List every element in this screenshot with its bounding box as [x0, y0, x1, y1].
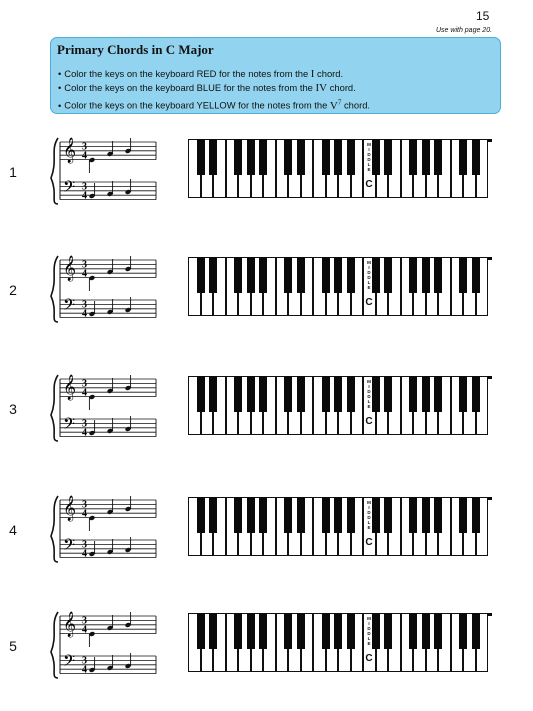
time-signature-top: 3 [82, 259, 87, 271]
treble-clef-icon: 𝄞 [63, 612, 77, 637]
black-key[interactable] [284, 376, 292, 412]
exercise-1 [0, 134, 533, 214]
instructions-box [50, 37, 501, 114]
black-key[interactable] [347, 376, 355, 412]
exercise-2 [0, 252, 533, 332]
black-key[interactable] [472, 257, 480, 293]
black-key[interactable] [234, 613, 242, 649]
black-key[interactable] [347, 139, 355, 175]
brace [51, 612, 58, 678]
black-key[interactable] [322, 257, 330, 293]
bass-clef-icon: 𝄢 [63, 415, 76, 437]
grand-staff [48, 134, 160, 214]
black-key[interactable] [209, 613, 217, 649]
time-signature-bottom: 4 [82, 508, 87, 520]
black-key[interactable] [297, 139, 305, 175]
time-signature-bottom: 4 [82, 664, 87, 676]
page-number: 15 [476, 9, 490, 23]
black-key[interactable] [459, 139, 467, 175]
black-key[interactable] [384, 497, 392, 533]
black-key[interactable] [459, 257, 467, 293]
time-signature-top: 3 [82, 499, 87, 511]
black-key[interactable] [259, 497, 267, 533]
black-key[interactable] [409, 139, 417, 175]
black-key[interactable] [472, 613, 480, 649]
c-key-label: C [365, 653, 373, 664]
black-key[interactable] [472, 497, 480, 533]
black-key[interactable] [434, 376, 442, 412]
grand-staff [48, 608, 160, 688]
time-signature-bottom: 4 [82, 624, 87, 636]
black-key[interactable] [459, 613, 467, 649]
exercise-number: 1 [9, 164, 17, 180]
treble-clef-icon: 𝄞 [63, 496, 77, 521]
bass-clef-icon: 𝄢 [63, 178, 76, 200]
black-key[interactable] [259, 139, 267, 175]
time-signature-bottom: 4 [82, 190, 87, 202]
black-key[interactable] [247, 139, 255, 175]
time-signature-top: 3 [82, 615, 87, 627]
black-key[interactable] [472, 139, 480, 175]
black-key[interactable] [234, 257, 242, 293]
middle-c-label: M I D D L E [367, 500, 371, 530]
exercise-4 [0, 492, 533, 572]
exercise-3 [0, 371, 533, 451]
black-key[interactable] [334, 257, 342, 293]
c-key-label: C [365, 537, 373, 548]
black-key[interactable] [409, 613, 417, 649]
keyboard [188, 139, 492, 198]
black-key[interactable] [334, 613, 342, 649]
black-key[interactable] [459, 497, 467, 533]
keyboard [188, 613, 492, 672]
black-key[interactable] [472, 376, 480, 412]
time-signature-bottom: 4 [82, 268, 87, 280]
bass-clef-icon: 𝄢 [63, 652, 76, 674]
grand-staff [48, 492, 160, 572]
black-key[interactable] [322, 613, 330, 649]
black-key[interactable] [259, 613, 267, 649]
black-key[interactable] [284, 497, 292, 533]
black-key[interactable] [297, 497, 305, 533]
keyboard [188, 376, 492, 435]
grand-staff [48, 252, 160, 332]
keyboard [188, 497, 492, 556]
black-key[interactable] [197, 139, 205, 175]
black-key[interactable] [234, 139, 242, 175]
black-key[interactable] [422, 139, 430, 175]
black-key[interactable] [409, 376, 417, 412]
black-key[interactable] [434, 613, 442, 649]
black-key[interactable] [209, 376, 217, 412]
c-key-label: C [365, 179, 373, 190]
black-key[interactable] [209, 257, 217, 293]
black-key[interactable] [434, 139, 442, 175]
instructions-list [58, 67, 371, 112]
exercise-number: 2 [9, 282, 17, 298]
time-signature-top: 3 [82, 378, 87, 390]
black-key[interactable] [234, 376, 242, 412]
black-key[interactable] [247, 376, 255, 412]
time-signature-bottom: 4 [82, 308, 87, 320]
middle-c-label: M I D D L E [367, 616, 371, 646]
black-key[interactable] [297, 376, 305, 412]
middle-c-label: M I D D L E [367, 142, 371, 172]
black-key[interactable] [459, 376, 467, 412]
bass-clef-icon: 𝄢 [63, 536, 76, 558]
black-key[interactable] [284, 613, 292, 649]
black-key[interactable] [197, 497, 205, 533]
black-key[interactable] [384, 139, 392, 175]
black-key[interactable] [247, 257, 255, 293]
bass-clef-icon: 𝄢 [63, 296, 76, 318]
black-key[interactable] [247, 497, 255, 533]
instruction-item-red: • Color the keys on the keyboard RED for the notes from the I chord. [58, 68, 344, 80]
time-signature-bottom: 4 [82, 387, 87, 399]
brace [51, 496, 58, 562]
black-key[interactable] [422, 257, 430, 293]
black-key[interactable] [334, 376, 342, 412]
black-key[interactable] [409, 257, 417, 293]
treble-clef-icon: 𝄞 [63, 256, 77, 281]
black-key[interactable] [209, 139, 217, 175]
time-signature-bottom: 4 [82, 548, 87, 560]
use-with-note: Use with page 20. [436, 27, 493, 34]
black-key[interactable] [347, 257, 355, 293]
time-signature-top: 3 [82, 539, 87, 551]
black-key[interactable] [284, 257, 292, 293]
black-key[interactable] [384, 613, 392, 649]
time-signature-top: 3 [82, 418, 87, 430]
treble-clef-icon: 𝄞 [63, 138, 77, 163]
middle-c-label: M I D D L E [367, 379, 371, 409]
black-key[interactable] [197, 613, 205, 649]
black-key[interactable] [347, 497, 355, 533]
time-signature-top: 3 [82, 181, 87, 193]
black-key[interactable] [197, 376, 205, 412]
black-key[interactable] [334, 139, 342, 175]
black-key[interactable] [384, 257, 392, 293]
black-key[interactable] [209, 497, 217, 533]
black-key[interactable] [284, 139, 292, 175]
black-key[interactable] [197, 257, 205, 293]
black-key[interactable] [422, 497, 430, 533]
black-key[interactable] [434, 497, 442, 533]
exercise-number: 3 [9, 401, 17, 417]
black-key[interactable] [434, 257, 442, 293]
instruction-item-blue: • Color the keys on the keyboard BLUE for the notes from the IV chord. [58, 82, 356, 94]
c-key-label: C [365, 416, 373, 427]
time-signature-top: 3 [82, 655, 87, 667]
exercise-number: 5 [9, 638, 17, 654]
time-signature-bottom: 4 [82, 427, 87, 439]
black-key[interactable] [297, 257, 305, 293]
black-key[interactable] [422, 376, 430, 412]
brace [51, 138, 58, 204]
time-signature-bottom: 4 [82, 150, 87, 162]
middle-c-label: M I D D L E [367, 260, 371, 290]
keyboard [188, 257, 492, 316]
black-key[interactable] [322, 497, 330, 533]
black-key[interactable] [247, 613, 255, 649]
grand-staff [48, 371, 160, 451]
black-key[interactable] [422, 613, 430, 649]
exercise-number: 4 [9, 522, 17, 538]
black-key[interactable] [334, 497, 342, 533]
treble-clef-icon: 𝄞 [63, 375, 77, 400]
black-key[interactable] [322, 139, 330, 175]
black-key[interactable] [347, 613, 355, 649]
c-key-label: C [365, 297, 373, 308]
black-key[interactable] [259, 257, 267, 293]
brace [51, 375, 58, 441]
instructions-title: Primary Chords in C Major [57, 42, 214, 57]
black-key[interactable] [384, 376, 392, 412]
instruction-item-yellow: • Color the keys on the keyboard YELLOW for the notes from the $V^7$ chord. [58, 98, 371, 112]
exercise-5 [0, 608, 533, 688]
black-key[interactable] [259, 376, 267, 412]
time-signature-top: 3 [82, 141, 87, 153]
black-key[interactable] [322, 376, 330, 412]
black-key[interactable] [297, 613, 305, 649]
brace [51, 256, 58, 322]
black-key[interactable] [409, 497, 417, 533]
black-key[interactable] [234, 497, 242, 533]
time-signature-top: 3 [82, 299, 87, 311]
